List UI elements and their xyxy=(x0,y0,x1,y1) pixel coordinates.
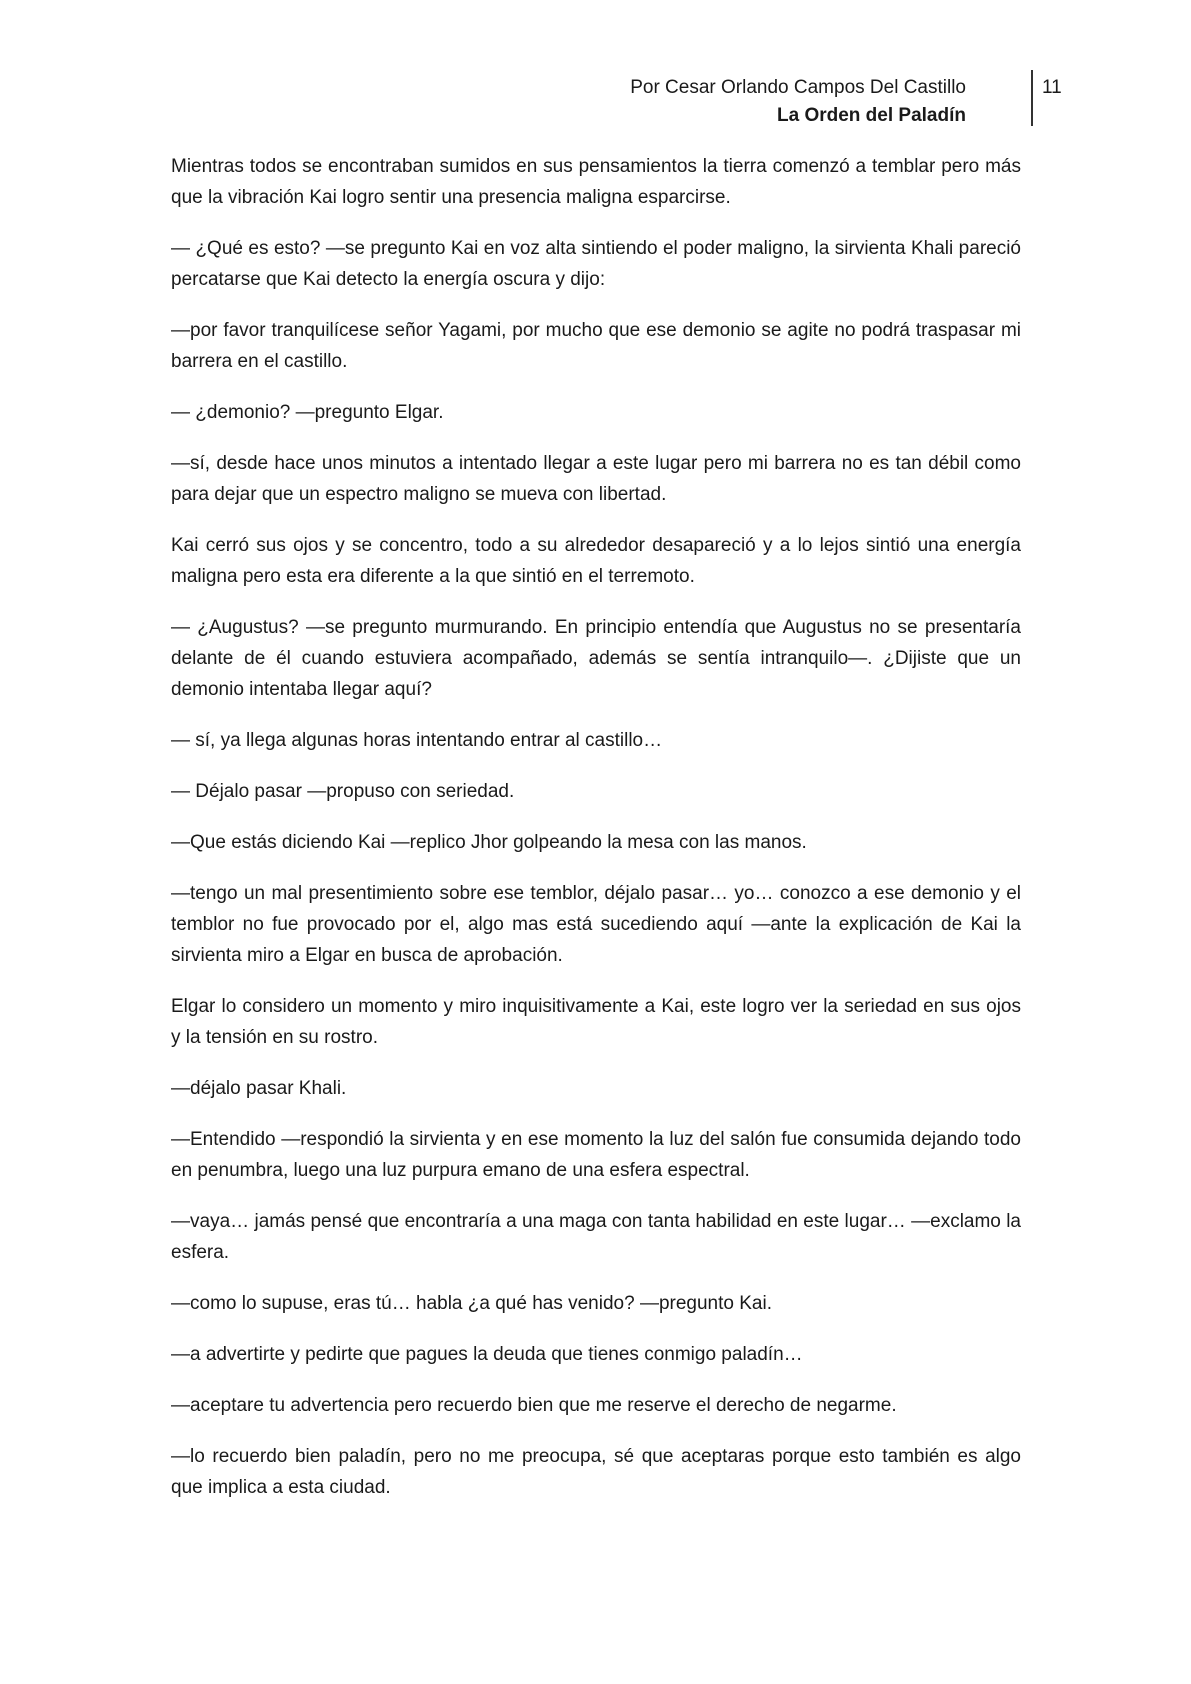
paragraph: —vaya… jamás pensé que encontraría a una maga con tanta habilidad en este lugar… —exclamo la esfera. xyxy=(171,1211,1021,1263)
page-number: 11 xyxy=(1042,77,1062,98)
paragraph: —por favor tranquilícese señor Yagami, por mucho que ese demonio se agite no podrá traspasar mi barrera en el castillo. xyxy=(171,320,1021,372)
paragraph: — Déjalo pasar —propuso con seriedad. xyxy=(171,781,515,802)
paragraph: —lo recuerdo bien paladín, pero no me preocupa, sé que aceptaras porque esto también es algo que implica a esta ciudad. xyxy=(171,1446,1021,1498)
paragraph: —sí, desde hace unos minutos a intentado llegar a este lugar pero mi barrera no es tan débil como para dejar que un espectro maligno se mueva con libertad. xyxy=(171,453,1021,505)
paragraph: —aceptare tu advertencia pero recuerdo bien que me reserve el derecho de negarme. xyxy=(171,1395,897,1416)
paragraph: — sí, ya llega algunas horas intentando entrar al castillo… xyxy=(171,730,663,751)
paragraph: Mientras todos se encontraban sumidos en sus pensamientos la tierra comenzó a temblar pero más que la vibración Kai logro sentir una presencia maligna esparcirse. xyxy=(171,156,1021,208)
paragraph: —tengo un mal presentimiento sobre ese temblor, déjalo pasar… yo… conozco a ese demonio y el temblor no fue provocado por el, algo mas está sucediendo aquí —ante la explicación de Kai la sirvienta miro a Elgar en busca de aprobación. xyxy=(171,883,1021,966)
header-author: Por Cesar Orlando Campos Del Castillo xyxy=(630,77,966,98)
paragraph: — ¿Augustus? —se pregunto murmurando. En principio entendía que Augustus no se presentaría delante de él cuando estuviera acompañado, además se sentía intranquilo—. ¿Dijiste que un demonio intentaba llegar aquí? xyxy=(171,617,1021,700)
paragraph: —déjalo pasar Khali. xyxy=(171,1078,347,1099)
paragraph: —Que estás diciendo Kai —replico Jhor golpeando la mesa con las manos. xyxy=(171,832,807,853)
paragraph: —a advertirte y pedirte que pagues la deuda que tienes conmigo paladín… xyxy=(171,1344,803,1365)
header-text-block xyxy=(630,74,966,130)
header-divider xyxy=(1031,70,1033,126)
paragraph: — ¿demonio? —pregunto Elgar. xyxy=(171,402,444,423)
paragraph: —Entendido —respondió la sirvienta y en ese momento la luz del salón fue consumida dejando todo en penumbra, luego una luz purpura emano de una esfera espectral. xyxy=(171,1129,1021,1181)
paragraph: Kai cerró sus ojos y se concentro, todo a su alrededor desapareció y a lo lejos sintió una energía maligna pero esta era diferente a la que sintió en el terremoto. xyxy=(171,535,1021,587)
paragraph: —como lo supuse, eras tú… habla ¿a qué has venido? —pregunto Kai. xyxy=(171,1293,772,1314)
page-header xyxy=(600,70,1032,126)
paragraph: Elgar lo considero un momento y miro inquisitivamente a Kai, este logro ver la seriedad en sus ojos y la tensión en su rostro. xyxy=(171,996,1021,1048)
header-book-title: La Orden del Paladín xyxy=(777,105,966,126)
paragraph: — ¿Qué es esto? —se pregunto Kai en voz alta sintiendo el poder maligno, la sirvienta Khali pareció percatarse que Kai detecto la energía oscura y dijo: xyxy=(171,238,1021,290)
body-text xyxy=(171,151,1021,1523)
